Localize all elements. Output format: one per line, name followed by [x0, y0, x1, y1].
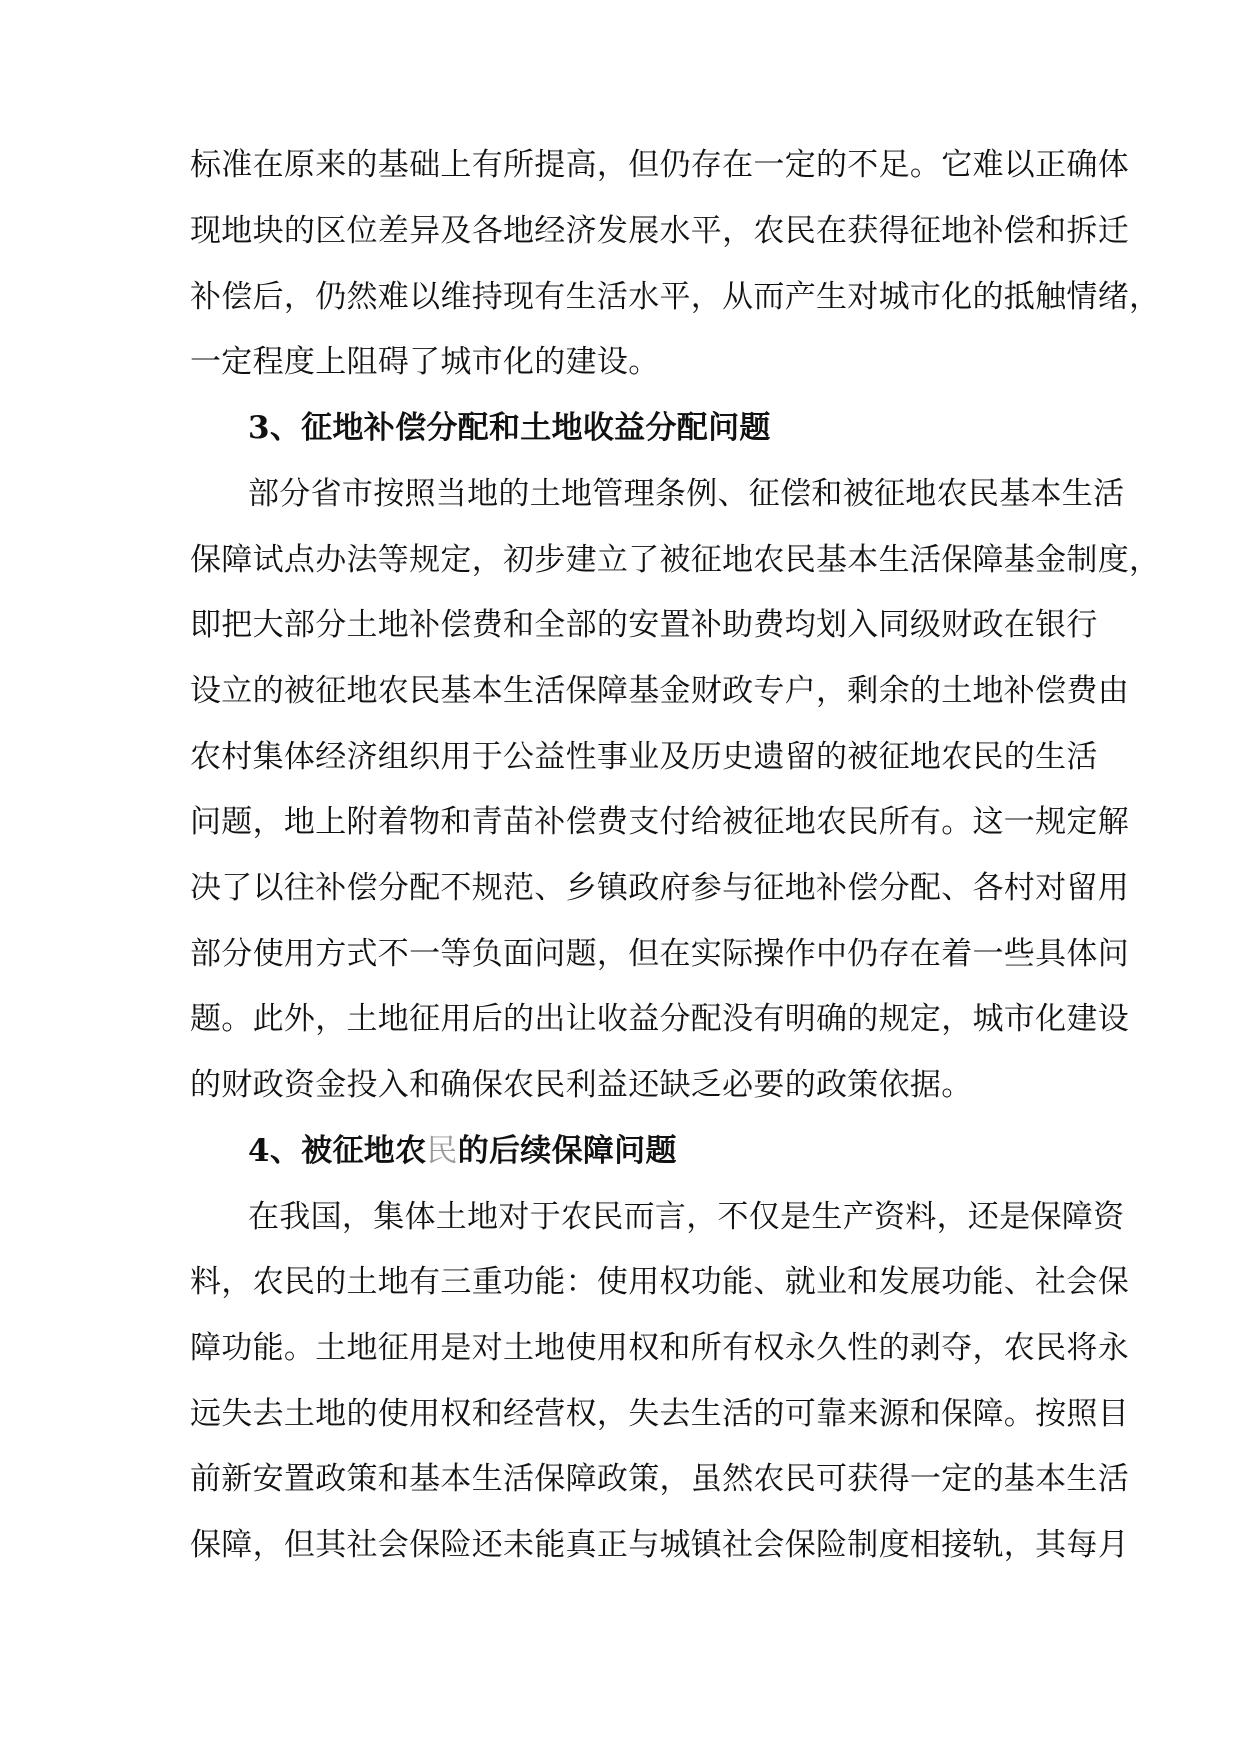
paragraph-line: 标准在原来的基础上有所提高，但仍存在一定的不足。它难以正确体	[190, 147, 1129, 183]
heading-text: 的后续保障问题	[457, 1133, 677, 1169]
paragraph-line: 部分使用方式不一等负面问题，但在实际操作中仍存在着一些具体问	[190, 936, 1129, 972]
section-3-heading: 3、征地补偿分配和土地收益分配问题	[248, 410, 771, 446]
paragraph-line: 一定程度上阻碍了城市化的建设。	[190, 344, 660, 380]
paragraph-line: 部分省市按照当地的土地管理条例、征偿和被征地农民基本生活	[248, 476, 1125, 512]
paragraph-line: 在我国，集体土地对于农民而言，不仅是生产资料，还是保障资	[248, 1199, 1125, 1235]
paragraph-line: 前新安置政策和基本生活保障政策，虽然农民可获得一定的基本生活	[190, 1461, 1129, 1497]
paragraph-line: 障功能。土地征用是对土地使用权和所有权永久性的剥夺，农民将永	[190, 1330, 1129, 1366]
paragraph-line: 远失去土地的使用权和经营权，失去生活的可靠来源和保障。按照目	[190, 1396, 1129, 1432]
paragraph-line: 题。此外，土地征用后的出让收益分配没有明确的规定，城市化建设	[190, 1001, 1129, 1037]
paragraph-line: 保障试点办法等规定，初步建立了被征地农民基本生活保障基金制度，	[190, 542, 1161, 578]
paragraph-line: 补偿后，仍然难以维持现有生活水平，从而产生对城市化的抵触情绪，	[190, 279, 1161, 315]
heading-text-gray-char: 民	[426, 1133, 458, 1169]
paragraph-line: 问题，地上附着物和青苗补偿费支付给被征地农民所有。这一规定解	[190, 804, 1129, 840]
heading-text: 4、被征地农	[248, 1133, 427, 1169]
section-4-heading	[248, 1131, 677, 1171]
paragraph-line: 料，农民的土地有三重功能：使用权功能、就业和发展功能、社会保	[190, 1264, 1129, 1300]
paragraph-line: 农村集体经济组织用于公益性事业及历史遗留的被征地农民的生活	[190, 739, 1098, 775]
paragraph-line: 现地块的区位差异及各地经济发展水平，农民在获得征地补偿和拆迁	[190, 213, 1129, 249]
paragraph-line: 决了以往补偿分配不规范、乡镇政府参与征地补偿分配、各村对留用	[190, 870, 1129, 906]
paragraph-line: 保障，但其社会保险还未能真正与城镇社会保险制度相接轨，其每月	[190, 1527, 1129, 1563]
paragraph-line: 即把大部分土地补偿费和全部的安置补助费均划入同级财政在银行	[190, 607, 1098, 643]
paragraph-line: 设立的被征地农民基本生活保障基金财政专户，剩余的土地补偿费由	[190, 673, 1129, 709]
paragraph-line: 的财政资金投入和确保农民利益还缺乏必要的政策依据。	[190, 1067, 973, 1103]
